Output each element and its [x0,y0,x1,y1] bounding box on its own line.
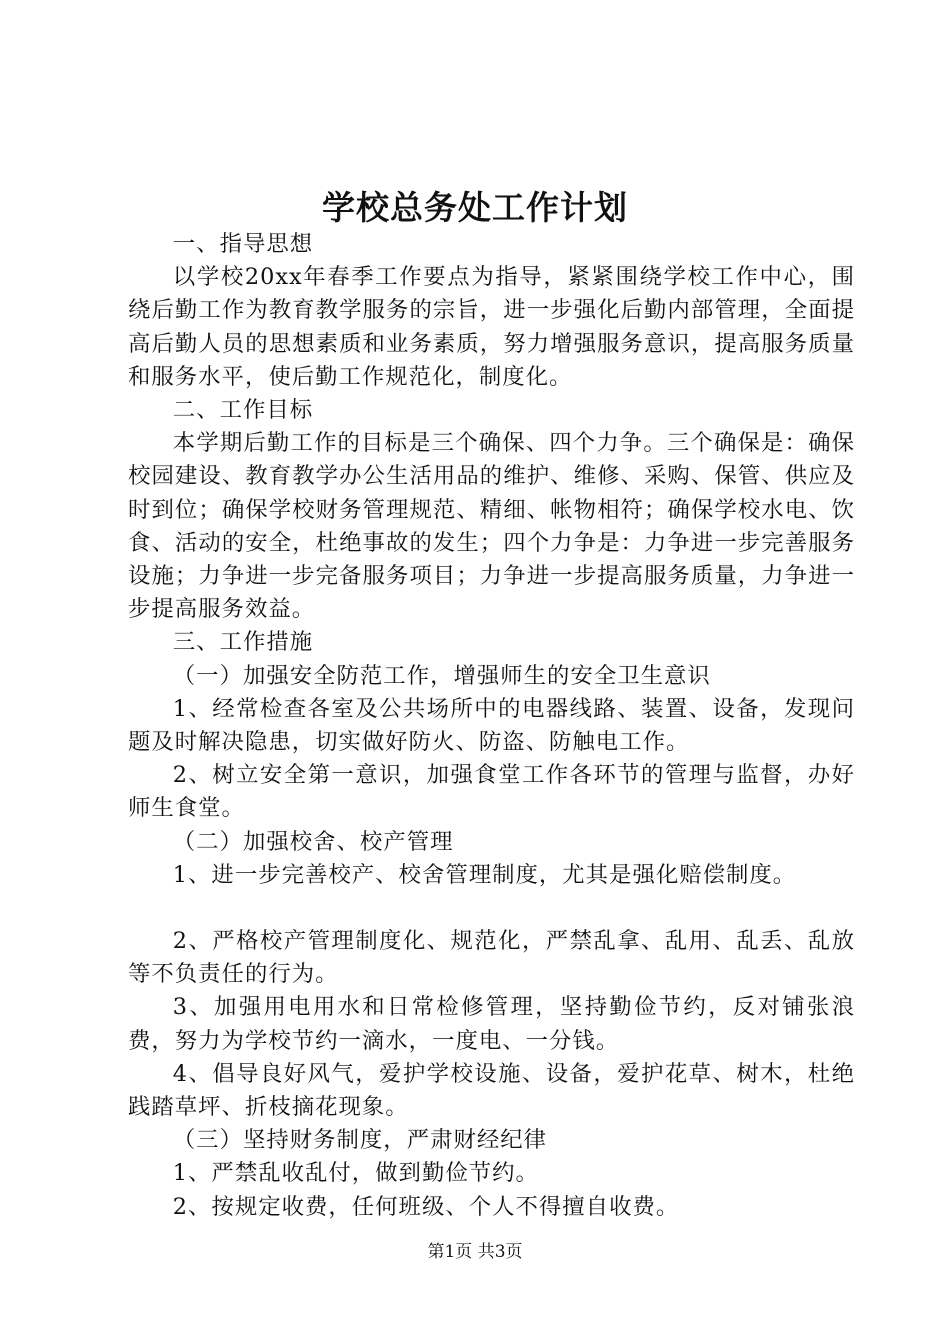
paragraph-work-goals: 本学期后勤工作的目标是三个确保、四个力争。三个确保是：确保校园建设、教育教学办公生活用品的维护、维修、采购、保管、供应及时到位；确保学校财务管理规范、精细、帐物相符；确保学校水电、饮食、活动的安全，杜绝事故的发生；四个力争是：力争进一步完善服务设施；力争进一步完备服务项目；力争进一步提高服务质量，力争进一步提高服务效益。 [128,430,855,623]
subheading-property: （二）加强校舍、校产管理 [172,828,454,855]
paragraph-finance-1: 1、严禁乱收乱付，做到勤俭节约。 [172,1160,539,1187]
subheading-safety: （一）加强安全防范工作，增强师生的安全卫生意识 [172,662,711,689]
document-title: 学校总务处工作计划 [322,188,628,227]
section-heading-work-goals: 二、工作目标 [172,397,314,424]
document-body [128,228,855,1224]
blank-line [128,892,855,925]
paragraph-property-1: 1、进一步完善校产、校舍管理制度，尤其是强化赔偿制度。 [172,861,797,888]
paragraph-safety-2: 2、树立安全第一意识，加强食堂工作各环节的管理与监督，办好师生食堂。 [128,762,855,822]
section-heading-work-measures: 三、工作措施 [172,629,314,656]
paragraph-property-3: 3、加强用电用水和日常检修管理，坚持勤俭节约，反对铺张浪费，努力为学校节约一滴水，一度电、一分钱。 [128,994,855,1054]
page-footer: 第1页 共3页 [427,1242,523,1262]
subheading-finance: （三）坚持财务制度，严肃财经纪律 [172,1127,548,1154]
paragraph-property-4: 4、倡导良好风气，爱护学校设施、设备，爱护花草、树木，杜绝践踏草坪、折枝摘花现象。 [128,1060,855,1121]
paragraph-finance-2: 2、按规定收费，任何班级、个人不得擅自收费。 [172,1193,680,1220]
paragraph-safety-1: 1、经常检查各室及公共场所中的电器线路、装置、设备，发现问题及时解决隐患，切实做好防火、防盗、防触电工作。 [128,695,855,756]
section-heading-guiding-thought: 一、指导思想 [172,231,314,257]
paragraph-property-2: 2、严格校产管理制度化、规范化，严禁乱拿、乱用、乱丢、乱放等不负责任的行为。 [128,928,855,988]
paragraph-guiding-thought: 以学校20xx年春季工作要点为指导，紧紧围绕学校工作中心，围绕后勤工作为教育教学服务的宗旨，进一步强化后勤内部管理，全面提高后勤人员的思想素质和业务素质，努力增强服务意识，提高服务质量和服务水平，使后勤工作规范化，制度化。 [128,264,855,390]
